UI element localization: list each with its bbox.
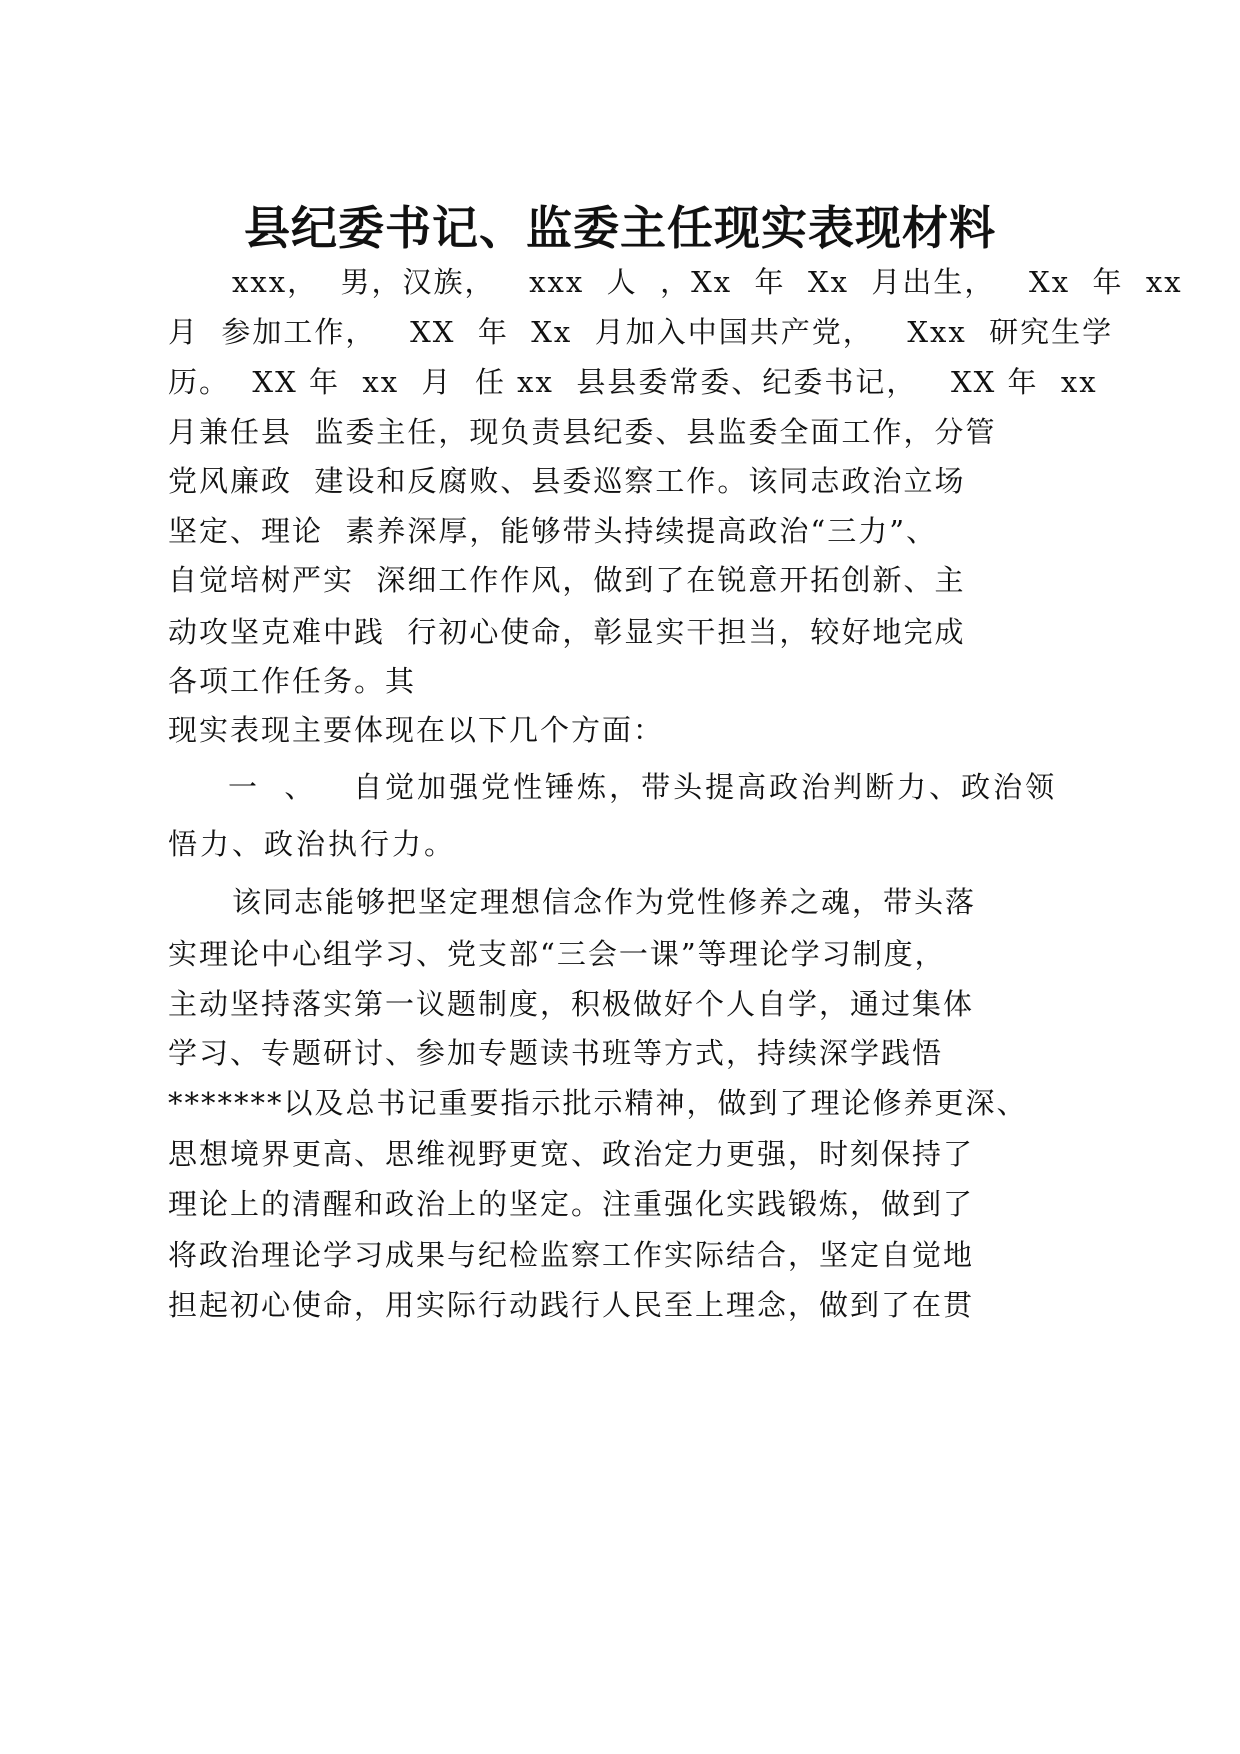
body-line-2: 实理论中心组学习、党支部“三会一课”等理论学习制度， bbox=[168, 937, 946, 971]
body-line-6: 思想境界更高、思维视野更宽、政治定力更强，时刻保持了 bbox=[168, 1137, 975, 1171]
section-heading-line-2: 悟力、政治执行力。 bbox=[168, 827, 457, 861]
intro-line-4: 月兼任县 监委主任，现负责县纪委、县监委全面工作，分管 bbox=[168, 415, 997, 449]
intro-line-9: 各项工作任务。其 bbox=[168, 664, 417, 698]
intro-line-3: 历。 XX 年 xx 月 任 xx 县县委常委、纪委书记， XX 年 xx bbox=[168, 365, 1098, 399]
document-title: 县纪委书记、监委主任现实表现材料 bbox=[244, 201, 996, 255]
body-line-5: *******以及总书记重要指示批示精神，做到了理论修养更深、 bbox=[168, 1086, 1028, 1120]
intro-line-10: 现实表现主要体现在以下几个方面： bbox=[168, 713, 665, 747]
body-line-9: 担起初心使命，用实际行动践行人民至上理念，做到了在贯 bbox=[168, 1288, 975, 1322]
body-line-3: 主动坚持落实第一议题制度，积极做好个人自学，通过集体 bbox=[168, 987, 975, 1021]
body-line-1: 该同志能够把坚定理想信念作为党性修养之魂，带头落 bbox=[232, 885, 977, 919]
intro-line-1: xxx， 男，汉族， xxx 人 ，Xx 年 Xx 月出生， Xx 年 xx bbox=[232, 265, 1183, 299]
intro-line-6: 坚定、理论 素养深厚，能够带头持续提高政治“三力”、 bbox=[168, 514, 938, 548]
intro-line-8: 动攻坚克难中践 行初心使命，彰显实干担当，较好地完成 bbox=[168, 615, 966, 649]
section-heading-line-1: 一 、 自觉加强党性锤炼，带头提高政治判断力、政治领 bbox=[228, 770, 1058, 804]
intro-line-2: 月 参加工作， XX 年 Xx 月加入中国共产党， Xxx 研究生学 bbox=[168, 315, 1114, 349]
intro-line-5: 党风廉政 建设和反腐败、县委巡察工作。该同志政治立场 bbox=[168, 464, 966, 498]
body-line-4: 学习、专题研讨、参加专题读书班等方式，持续深学践悟 bbox=[168, 1036, 944, 1070]
body-line-7: 理论上的清醒和政治上的坚定。注重强化实践锻炼，做到了 bbox=[168, 1187, 975, 1221]
body-line-8: 将政治理论学习成果与纪检监察工作实际结合，坚定自觉地 bbox=[168, 1238, 975, 1272]
intro-line-7: 自觉培树严实 深细工作作风，做到了在锐意开拓创新、主 bbox=[168, 563, 966, 597]
